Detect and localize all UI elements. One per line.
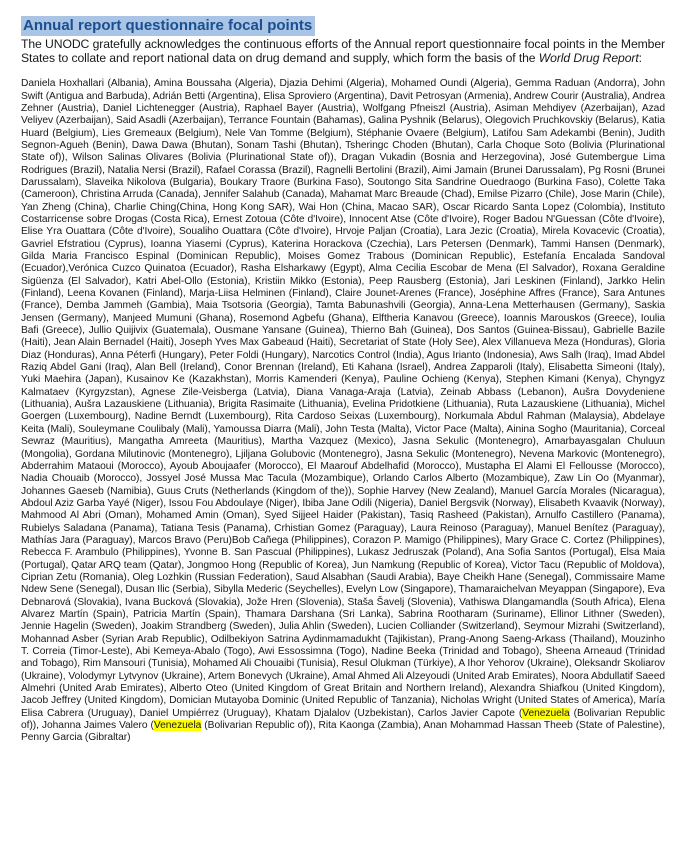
focal-points-tail: (Bolivarian Republic of)), Rita Kaonga (Zambia), Anan Mohammad Hassan Theeb (State of Palestine), Penny Garcia (Gibraltar) [21,720,665,744]
highlighted-country-2: Venezuela [153,720,202,732]
focal-points-main: Daniela Hoxhallari (Albania), Amina Boussaha (Algeria), Djazia Dehimi (Algeria), Mohamed Oundi (Algeria), Gemma Raduan (Andorra), John Swift (Antigua and Barbuda), Adrián Betti (Argentina), Elisa Sproviero (Argentina), Davit Petrosyan (Armenia), Andrew Courir (Australia), Andrea Zehner (Austria), Daniel Lichtenegger (Austria), Raphael Bayer (Austria), Wolfgang Pfneiszl (Austria), Asiman Mehdiyev (Azerbaijan), Azad Veliyev (Azerbaijan), Said Asadli (Azerbaijan), Terrance Fountain (Bahamas), Galina Pyshnik (Belarus), Olegovich Pruchkovskiy (Belarus), Katia Huard (Belgium), Lies Gremeaux (Belgium), Nele Van Tomme (Belgium), Stéphanie Ovaere (Belgium), Latifou Sam Adekambi (Benin), Judith Segnon-Agueh (Benin), Dawa Dawa (Bhutan), Sonam Tashi (Bhutan), Tsheringc Choden (Bhutan), Carla Choque Soto (Bolivia (Plurinational State of)), Wilson Salinas Olivares (Bolivia (Plurinational State of)), Dragan Vukadin (Bosnia and Herzegovina), José Gutembergue Lima Rodrigues (Brazil), Natalia Nersi (Brazil), Rafael Corassa (Brazil), Ragnelli Bertolini (Brazil), Aimi Jamain (Brunei Darussalam), Pg Rosni (Brunei Darussalam), Slaveika Nikolova (Bulgaria), Boukary Traore (Burkina Faso), Soutongo Sita Sandrine Ouedraogo (Burkina Faso), Colette Taka (Cameroon), Christina Arruda (Canada), Jennifer Salahub (Canada), Mahamat Marc Breaude (Chad), Emilse Pizarro (Chile), Jose Marin (Chile), Yan Zheng (China), Charlie Ching(China, Hong Kong SAR), Wai Hon (China, Macao SAR), Oscar Ricardo Santa Lopez (Colombia), Instituto Costarricense sobre Drogas (Costa Rica), Ernest Zotoua (Côte d'Ivoire), Innocent Atse (Côte d'Ivoire), Roger Badou N'Guessan (Côte d'Ivoire), Elise Yra Ouattara (Côte d'Ivoire), Soualiho Ouattara (Côte d'Ivoire), Hrvoje Paljan (Croatia), Lara Jezic (Croatia), Mirela Kovacevic (Croatia), Gavriel Efstratiou (Cyprus), Ioanna Yiasemi (Cyprus), Katerina Horackova (Czechia), Lars Petersen (Denmark), Tammi Hansen (Denmark), Gilda Maria Francisco Espinal (Dominican Republic), Moises Gomez Trabous (Dominican Republic), Estefanía Encalada Sandoval (Ecuador),Verónica Cuzco Quinatoa (Ecuador), Rasha Elsharkawy (Egypt), Alma Cecilia Escobar de Mena (El Salvador), Roxana Geraldine Sigüenza (El Salvador), Katri Abel-Ollo (Estonia), Kristiin Mikko (Estonia), Peep Rausberg (Estonia), Jari Leskinen (Finland), Jarkko Helin (Finland), Leena Kovanen (Finland), Marja-Liisa Helminen (Finland), Claire Jounet-Arenes (France), Joséphine Affres (France), Sara Antunes (France), Demba Jammeh (Gambia), Maia Tsotsoria (Georgia), Tamta Babunashvili (Georgia), Anna-Lena Metterhausen (Germany), Saskia Jensen (Germany), Manjeed Mumuni (Ghana), Rosemond Agbefu (Ghana), Elftheria Kanavou (Greece), Ioannis Marouskos (Greece), Ioulia Bafi (Greece), Jullio Quijivix (Guatemala), Ousmane Yansane (Guinea), Thierno Bah (Guinea), Dos Santos (Guinea-Bissau), Gabrielle Bazile (Haiti), Jean Alain Bernadel (Haiti), Joseph Yves Max Gabeaud (Haiti), Secretariat of State (Holy See), Alex Villanueva Meza (Honduras), Gloria Diaz (Honduras), Anna Péterfi (Hungary), Peter Foldi (Hungary), Narcotics Control (India), Agus Irianto (Indonesia), Aws Salh (Iraq), Imad Abdel Raziq Abdel Gani (Iraq), Alan Bell (Ireland), Conor Brennan (Ireland), Eti Kahana (Israel), Andrea Zapparoli (Italy), Elisabetta Simeoni (Italy), Yuki Maehira (Japan), Kusainov Ke (Kazakhstan), Morris Kamenderi (Kenya), Pauline Ochieng (Kenya), Stephen Kimani (Kenya), Chyngyz Kalmataev (Kyrgyzstan), Agnese Zile-Veisberga (Latvia), Diana Vanaga-Araja (Latvia), Zeinab Abbass (Lebanon), Aušra Dovydeniene (Lithuania), Aušra Lazauskiene (Lithuania), Brigita Rasimaite (Lithuania), Evelina Pridotkiene (Lithuania), Ruta Lazauskiene (Lithuania), Michel Goergen (Luxembourg), Nadine Berndt (Luxembourg), Rita Cardoso Seixas (Luxembourg), Norkumala Abdul Rahman (Malaysia), Abdelaye Keita (Mali), Souleymane Coulibaly (Mali), Yamoussa Diarra (Mali), John Testa (Malta), Victor Pace (Malta), Ainina Sogho (Mauritania), Corceal Sewraz (Mauritius), Mangatha Amreeta (Mauritius), Martha Vazquez (Mexico), Jasna Sekulic (Montenegro), Amarbayasgalan Chuluun (Mongolia), Gordana Milutinovic (Montenegro), Ljiljana Golubovic (Montenegro), Jasna Sekulic (Montenegro), Nevena Markovic (Montenegro), Abderrahim Mataoui (Morocco), Ayoub Aboujaafer (Morocco), El Maarouf Abdelhafid (Morocco), Mustapha El Alami El Fellousse (Morocco), Nadia Chouaib (Morocco), Jossyel José Mussa Mac Tacula (Mozambique), Orlando Carlos Alberto (Mozambique), Zaw Lin Oo (Myanmar), Johannes Gaeseb (Namibia), Guus Cruts (Netherlands (Kingdom of the)), Sophie Harvey (New Zealand), Manuel García Morales (Nicaragua), Abdoul Aziz Garba Yayé (Niger), Issou Fou Abdoulaye (Niger), Ibiba Jane Odili (Nigeria), Daniel Bergsvik (Norway), Elisabeth Kvaavik (Norway), Mahmood Al Abri (Oman), Mohamed Amin (Oman), Syed Sijjeel Haider (Pakistan), Tasiq Rasheed (Pakistan), Arnulfo Castillero (Panama), Rubielys Saladana (Panama), Tatiana Tesis (Panama), Crhistian Gomez (Paraguay), Laura Reinoso (Paraguay), Manuel Benítez (Paraguay), Mathías Jara (Paraguay), Marcos Bravo (Peru)Bob Cañega (Philippines), Corazon P. Mamigo (Philippines), Mary Grace C. Cortez (Philippines), Rebecca F. Arambulo (Philippines), Yvonne B. San Pascual (Philippines), Lukasz Jedruszak (Poland), Ana Sofia Santos (Portugal), Elsa Maia (Portugal), Qatar ARQ team (Qatar), Jongmoo Hong (Republic of Korea), Jun Namkung (Republic of Korea), Victor Tacu (Republic of Moldova), Ciprian Zetu (Romania), Oleg Lozhkin (Russian Federation), Saud Alsabhan (Saudi Arabia), Baye Cheikh Hane (Senegal), Commissaire Mame Ndew Sene (Senegal), Dusan Ilic (Serbia), Sibylla Mederic (Seychelles), Evelyn Low (Singapore), Thamaraichelvan Meyappan (Singapore), Eva Debnarová (Slovakia), Ivana Bucková (Slovakia), Jože Hren (Slovenia), Staša Šavelj (Slovenia), Vathiswa Dlangamandla (South Africa), Elena Alvarez Martín (Spain), Patricia Martín (Spain), Thamara Darshana (Sri Lanka), Sabrina Rootharam (Suriname), Ellinor Lithner (Sweden), Jennie Hagelin (Sweden), Joakim Strandberg (Sweden), Julia Ahlin (Sweden), Lucien Colliander (Switzerland), Seymour Mizrahi (Switzerland), Mohannad Asber (Syrian Arab Republic), Odilbekiyon Satrina Aydinmamadukht (Tajikistan), Prang-Anong Saeng-Arkass (Thailand), Mouzinho T. Correia (Timor-Leste), Abi Kemeya-Abalo (Togo), Awi Essossimna (Togo), Nadine Beeka (Trinidad and Tobago), Sheena Arneaud (Trinidad and Tobago), Rim Mansouri (Tunisia), Mohamed Ali Chouaibi (Tunisia), Resul Olukman (Türkiye), A Ihor Yehorov (Ukraine), Oleksandr Skoliarov (Ukraine), Volodymyr Lytvynov (Ukraine), Artem Bonevych (Ukraine), Amal Ahmed Ali Alzeyoudi (United Arab Emirates), Noora Abdullatif Saeed Almehri (United Arab Emirates), Alberto Oteo (United Kingdom of Great Britain and Northern Ireland), Alexandra Shiafkou (United Kingdom), Jacob Jeffrey (United Kingdom), Domician Mutayoba Dominic (United Republic of Tanzania), Nicholas Wright (United States of America), María Elisa Cabrera (Uruguay), Daniel Umpiérrez (Uruguay), Khatam Djalalov (Uzbekistan), Carlos Javier Capote ( [21,78,665,719]
section-heading: Annual report questionnaire focal points [21,16,315,36]
report-title-emphasis: World Drug Report [538,50,639,65]
intro-text: The UNODC gratefully acknowledges the continuous efforts of the Annual report questionnaire focal points in the Member States to collate and report national data on drug demand and supply, which form the basis of the [21,37,665,65]
focal-points-list [21,78,665,745]
intro-end: : [638,50,642,65]
intro-paragraph [21,38,665,65]
focal-points-mid: (Bolivarian Republic of)), Johanna Jaimes Valero ( [21,707,665,732]
highlighted-country-1: Venezuela [522,707,570,719]
section-heading-wrapper [21,16,665,36]
